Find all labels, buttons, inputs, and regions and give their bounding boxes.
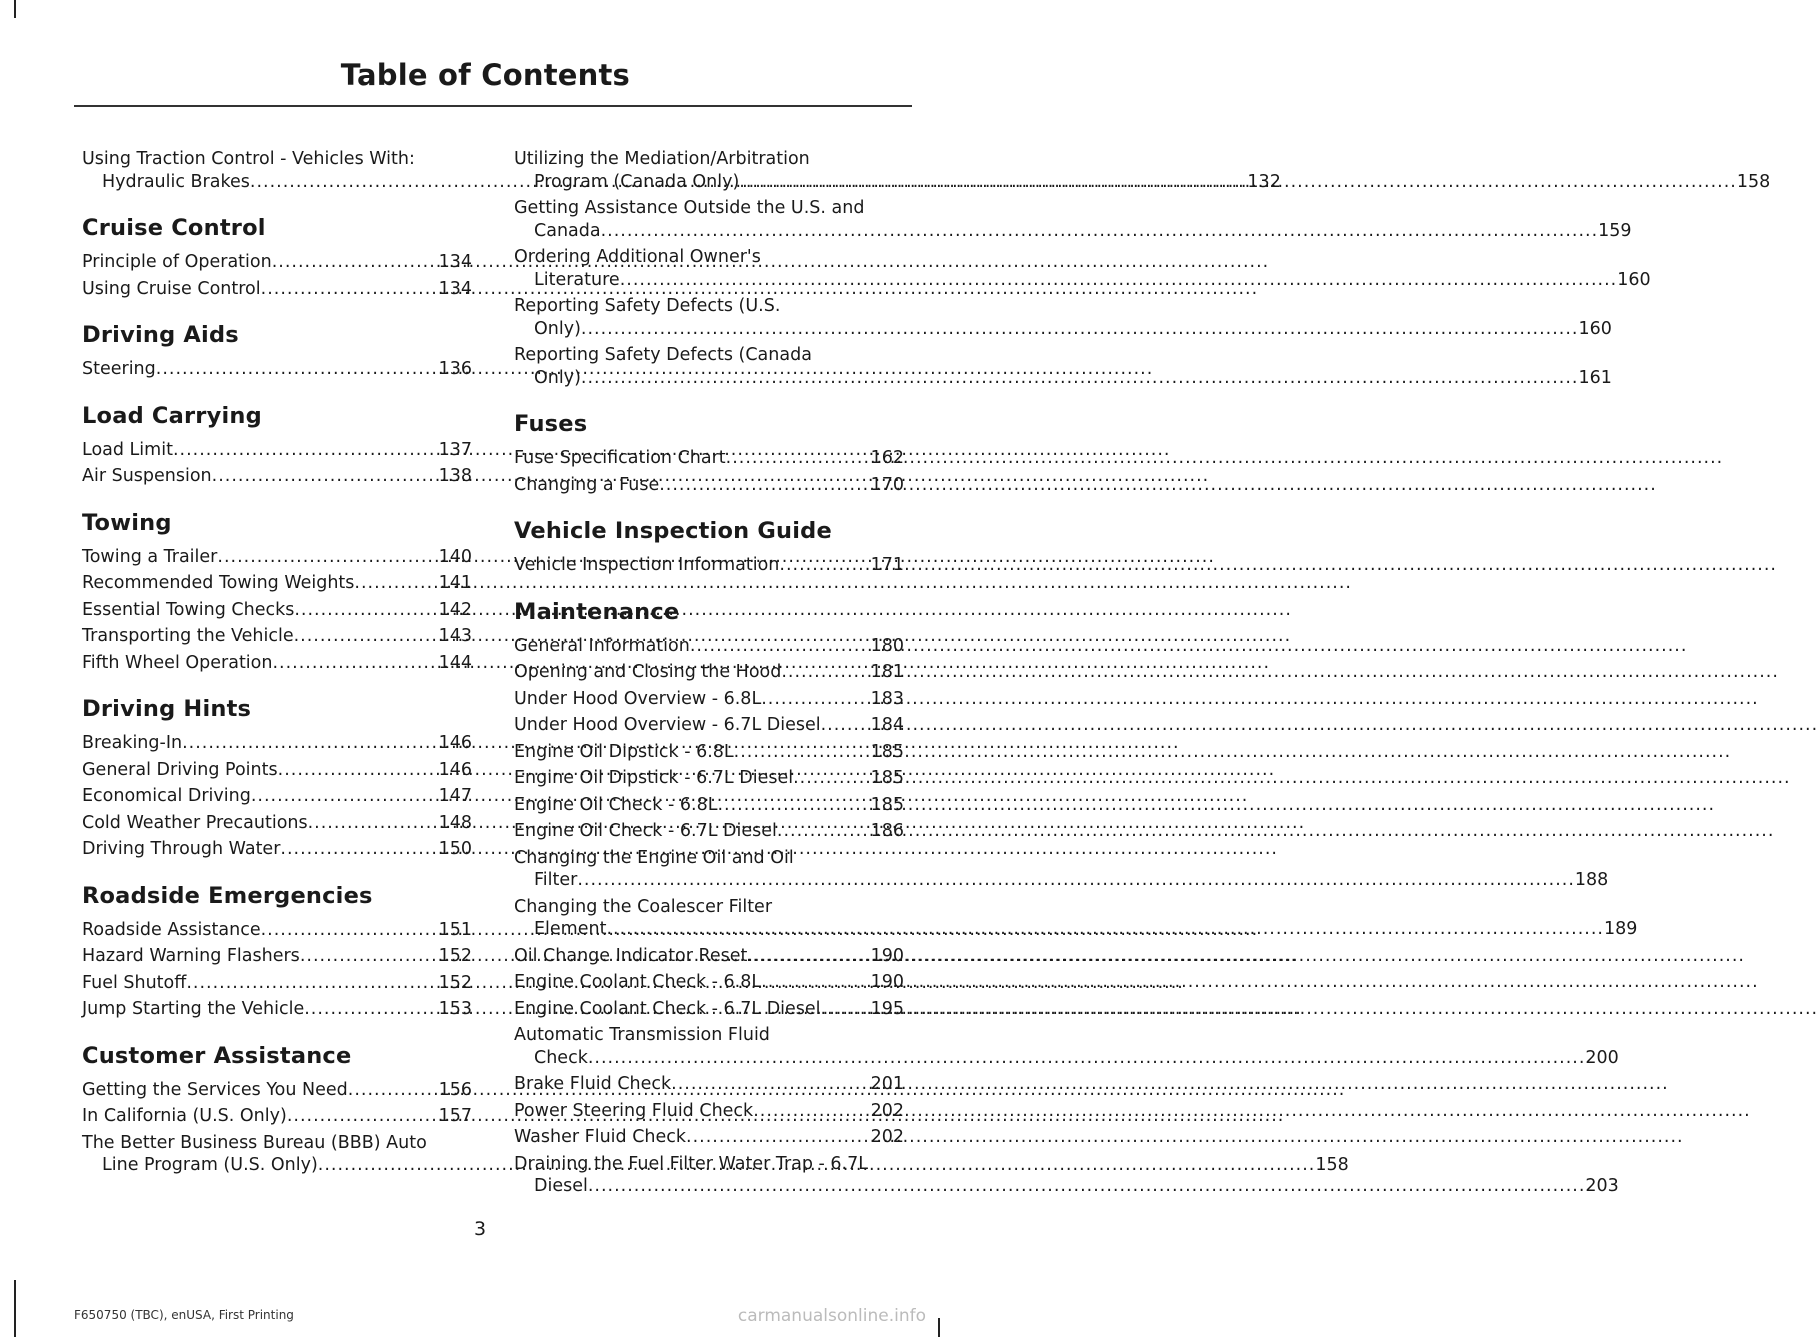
dot-leader	[272, 652, 438, 675]
crop-mark-top-left	[14, 0, 16, 18]
toc-entry[interactable]	[82, 1079, 472, 1102]
toc-entry[interactable]	[514, 447, 904, 470]
toc-entry-page: 170	[870, 474, 904, 495]
toc-entry-page: 181	[870, 662, 904, 682]
toc-entry-page: 146	[438, 733, 472, 753]
dot-leader	[577, 870, 1575, 890]
dot-leader	[726, 447, 871, 470]
dot-leader	[300, 945, 439, 968]
toc-entry[interactable]	[82, 759, 472, 782]
dot-leader	[354, 572, 438, 595]
toc-entry-title: Washer Fluid Check	[514, 1127, 687, 1147]
toc-entry-title: Engine Oil Dipstick - 6.8L	[514, 741, 734, 762]
dot-leader	[588, 1176, 1586, 1196]
toc-entry-title: In California (U.S. Only)	[82, 1106, 287, 1126]
dot-leader	[821, 714, 871, 737]
toc-entry[interactable]	[82, 972, 472, 995]
toc-entry-page: 162	[870, 448, 904, 468]
dot-leader	[761, 971, 870, 994]
toc-entry-page: 141	[438, 573, 472, 593]
toc-entry-page: 152	[438, 946, 472, 966]
crop-mark-bottom-right	[938, 1318, 940, 1337]
toc-entry-page: 159	[1598, 220, 1632, 241]
dot-leader	[280, 838, 438, 861]
dot-leader	[761, 688, 870, 711]
dot-leader	[182, 732, 439, 755]
toc-entry[interactable]	[514, 295, 1612, 340]
toc-entry-page: 183	[870, 688, 904, 709]
toc-entry-title: Ordering Additional Owner's	[514, 247, 761, 267]
toc-entry[interactable]	[82, 812, 472, 835]
toc-entry-title: Check	[534, 1047, 588, 1068]
toc-entry-title: Engine Oil Dipstick - 6.7L Diesel	[514, 768, 794, 788]
toc-entry-page: 142	[438, 599, 472, 620]
toc-entry[interactable]	[82, 572, 472, 595]
toc-entry-page: 184	[870, 715, 904, 735]
toc-entry-title: Program (Canada Only)	[534, 171, 740, 192]
toc-entry-page: 190	[870, 945, 904, 966]
toc-entry-page: 171	[870, 555, 904, 575]
toc-entry-page: 160	[1617, 269, 1651, 290]
toc-entry-title: Diesel	[534, 1176, 588, 1196]
toc-entry[interactable]	[514, 1126, 904, 1149]
watermark: carmanualsonline.info	[737, 1306, 926, 1326]
toc-entry-title: Economical Driving	[82, 786, 251, 806]
toc-entry-title: Air Suspension	[82, 466, 212, 486]
toc-entry-title: Engine Oil Check - 6.8L	[514, 794, 718, 815]
toc-entry-page: 153	[438, 999, 472, 1019]
dot-leader	[777, 820, 871, 843]
toc-entry-page: 158	[1315, 1155, 1349, 1175]
dot-leader	[620, 270, 1618, 290]
toc-entry-page: 158	[1736, 171, 1771, 192]
toc-entry[interactable]	[82, 838, 472, 861]
dot-leader	[793, 767, 871, 790]
toc-entry-title: Hydraulic Brakes	[102, 171, 250, 192]
toc-entry-title: Only)	[534, 367, 581, 388]
toc-entry-page: 185	[870, 741, 904, 762]
toc-entry[interactable]	[514, 197, 1632, 242]
dot-leader	[671, 1073, 870, 1096]
toc-entry-title: Recommended Towing Weights	[82, 573, 355, 593]
toc-entry[interactable]	[514, 554, 904, 577]
dot-leader	[739, 172, 1737, 192]
dot-leader	[734, 741, 871, 764]
toc-entry-page: 151	[438, 919, 472, 940]
toc-entry-title: Reporting Safety Defects (U.S.	[514, 296, 781, 316]
section-heading: Maintenance	[514, 598, 680, 625]
toc-entry-title: Changing the Engine Oil and Oil	[514, 847, 794, 868]
toc-entry-title: Fuel Shutoff	[82, 972, 187, 993]
page-number: 3	[473, 1218, 487, 1240]
toc-entry-title: Vehicle Inspection Information	[514, 555, 780, 575]
toc-entry[interactable]	[514, 741, 904, 764]
toc-entry[interactable]	[82, 732, 472, 755]
toc-entry[interactable]	[82, 358, 472, 381]
toc-entry[interactable]	[82, 945, 472, 968]
toc-entry-title: Only)	[534, 318, 581, 339]
toc-entry-title: Driving Through Water	[82, 839, 281, 859]
toc-entry-title: Reporting Safety Defects (Canada	[514, 345, 812, 365]
dot-leader	[304, 998, 438, 1021]
toc-entry[interactable]	[82, 251, 472, 274]
toc-entry-page: 186	[870, 821, 904, 841]
toc-entry[interactable]	[514, 820, 904, 843]
toc-entry-title: General Information	[514, 635, 690, 656]
toc-entry-title: Jump Starting the Vehicle	[82, 999, 305, 1019]
dot-leader	[690, 635, 871, 658]
toc-entry-title: Fuse Specification Chart	[514, 448, 726, 468]
dot-leader	[212, 465, 439, 488]
toc-entry[interactable]	[514, 767, 904, 790]
footer-print-info: F650750 (TBC), enUSA, First Printing	[74, 1308, 294, 1322]
toc-entry-page: 190	[870, 972, 904, 992]
toc-entry-page: 146	[438, 759, 472, 780]
toc-entry-title: Fifth Wheel Operation	[82, 652, 273, 673]
toc-entry[interactable]	[514, 1100, 904, 1123]
dot-leader	[261, 278, 439, 301]
dot-leader	[217, 546, 438, 569]
toc-entry-page: 185	[870, 794, 904, 815]
toc-entry-title: The Better Business Bureau (BBB) Auto	[82, 1132, 427, 1153]
toc-entry-page: 180	[870, 635, 904, 656]
toc-entry[interactable]	[514, 474, 904, 497]
toc-entry-title: Steering	[82, 359, 156, 379]
toc-entry-page: 143	[438, 626, 472, 646]
toc-entry-page: 140	[438, 546, 472, 567]
section-heading: Customer Assistance	[82, 1042, 352, 1069]
dot-leader	[348, 1079, 439, 1102]
toc-entry-title: Using Cruise Control	[82, 278, 261, 299]
toc-entry-page: 202	[870, 1100, 904, 1121]
dot-leader	[272, 251, 439, 274]
toc-entry-title: Transporting the Vehicle	[82, 626, 294, 646]
toc-entry[interactable]	[514, 847, 1609, 892]
toc-entry[interactable]	[82, 1105, 472, 1128]
dot-leader	[753, 1100, 870, 1123]
toc-entry-title: Engine Coolant Check - 6.8L	[514, 972, 762, 992]
toc-entry[interactable]	[82, 465, 472, 488]
section-heading: Driving Hints	[82, 696, 252, 722]
toc-entry-title: Element	[534, 919, 607, 939]
toc-entry-title: General Driving Points	[82, 759, 278, 780]
toc-entry[interactable]	[514, 1024, 1619, 1069]
toc-entry-title: Changing the Coalescer Filter	[514, 896, 773, 917]
toc-entry[interactable]	[82, 998, 472, 1021]
toc-entry-title: Brake Fluid Check	[514, 1074, 672, 1094]
toc-entry[interactable]	[82, 625, 472, 648]
section-heading: Cruise Control	[82, 215, 266, 241]
toc-entry-title: Using Traction Control - Vehicles With:	[82, 149, 415, 169]
toc-entry-page: 185	[870, 768, 904, 788]
toc-entry[interactable]	[514, 896, 1638, 941]
dot-leader	[294, 625, 439, 648]
toc-entry-title: Draining the Fuel Filter Water Trap - 6.7L	[514, 1153, 869, 1174]
page-title: Table of Contents	[340, 58, 630, 92]
toc-entry-page: 148	[438, 812, 472, 833]
toc-entry[interactable]	[82, 652, 472, 675]
toc-entry[interactable]	[514, 661, 904, 684]
toc-entry[interactable]	[514, 971, 904, 994]
dot-leader	[588, 1048, 1586, 1068]
section-heading: Fuses	[514, 411, 588, 437]
section-heading: Load Carrying	[82, 402, 262, 429]
toc-entry-title: Load Limit	[82, 439, 173, 460]
dot-leader	[287, 1105, 439, 1128]
toc-entry-title: Oil Change Indicator Reset	[514, 945, 748, 966]
toc-entry-title: Essential Towing Checks	[82, 599, 295, 620]
toc-entry-title: Roadside Assistance	[82, 919, 261, 940]
dot-leader	[308, 812, 439, 835]
toc-entry-page: 203	[1585, 1176, 1619, 1196]
toc-entry-page: 134	[438, 278, 472, 299]
toc-entry-title: Canada	[534, 220, 601, 241]
toc-entry[interactable]	[514, 246, 1651, 291]
toc-entry-page: 195	[870, 998, 904, 1019]
toc-entry-page: 138	[438, 466, 472, 486]
toc-entry-title: Opening and Closing the Hood	[514, 662, 782, 682]
dot-leader	[821, 998, 871, 1021]
toc-entry[interactable]	[82, 546, 472, 569]
dot-leader	[278, 759, 439, 782]
toc-entry-page: 188	[1574, 870, 1609, 890]
toc-entry-title: Breaking-In	[82, 733, 183, 753]
dot-leader	[294, 599, 438, 622]
toc-entry-title: Power Steering Fluid Check	[514, 1100, 754, 1121]
toc-entry[interactable]	[82, 785, 472, 808]
toc-entry-title: Towing a Trailer	[82, 546, 218, 567]
toc-entry-title: Under Hood Overview - 6.7L Diesel	[514, 715, 821, 735]
toc-entry-title: Principle of Operation	[82, 252, 272, 272]
toc-entry-title: Hazard Warning Flashers	[82, 946, 300, 966]
dot-leader	[686, 1126, 871, 1149]
toc-entry[interactable]	[514, 945, 904, 968]
dot-leader	[717, 794, 870, 817]
toc-entry-page: 150	[438, 839, 472, 859]
dot-leader	[781, 661, 870, 684]
crop-mark-bottom-left	[14, 1280, 16, 1337]
section-heading: Vehicle Inspection Guide	[514, 518, 832, 544]
toc-entry-page: 160	[1578, 318, 1612, 339]
dot-leader	[779, 554, 870, 577]
toc-entry-page: 132	[1247, 171, 1281, 192]
toc-entry-page: 202	[870, 1127, 904, 1147]
toc-entry-page: 157	[438, 1106, 472, 1126]
dot-leader	[601, 221, 1599, 241]
section-heading: Roadside Emergencies	[82, 882, 373, 909]
toc-entry-page: 189	[1604, 919, 1638, 939]
toc-entry-page: 201	[870, 1074, 904, 1094]
section-heading: Driving Aids	[82, 322, 239, 348]
toc-entry[interactable]	[82, 439, 472, 462]
toc-entry-title: Automatic Transmission Fluid	[514, 1025, 770, 1045]
toc-entry-page: 161	[1578, 367, 1612, 388]
toc-entry-title: Getting the Services You Need	[82, 1079, 348, 1100]
toc-entry[interactable]	[514, 344, 1612, 389]
toc-entry-page: 200	[1585, 1047, 1619, 1068]
dot-leader	[581, 368, 1579, 388]
toc-entry[interactable]	[514, 794, 904, 817]
dot-leader	[659, 474, 870, 497]
toc-entry-title: Literature	[534, 269, 620, 290]
toc-entry[interactable]	[82, 278, 472, 301]
toc-entry[interactable]	[514, 714, 904, 737]
toc-entry-title: Getting Assistance Outside the U.S. and	[514, 198, 865, 218]
section-heading: Towing	[82, 509, 172, 536]
toc-entry-page: 134	[438, 252, 472, 272]
toc-entry-title: Filter	[534, 870, 578, 890]
toc-entry-title: Line Program (U.S. Only)	[102, 1155, 318, 1175]
toc-entry-page: 156	[438, 1079, 472, 1100]
dot-leader	[747, 945, 870, 968]
toc-entry[interactable]	[514, 635, 904, 658]
dot-leader	[251, 785, 439, 808]
toc-entry[interactable]	[514, 1073, 904, 1096]
toc-entry-page: 144	[438, 652, 472, 673]
toc-entry-page: 137	[438, 439, 472, 460]
dot-leader	[261, 919, 439, 942]
toc-entry-title: Utilizing the Mediation/Arbitration	[514, 149, 810, 169]
header-rule	[74, 105, 912, 107]
toc-entry[interactable]	[82, 919, 472, 942]
toc-entry[interactable]	[514, 998, 904, 1021]
toc-entry-page: 152	[438, 972, 472, 993]
toc-entry-page: 136	[438, 359, 472, 379]
toc-entry-title: Engine Oil Check - 6.7L Diesel	[514, 821, 777, 841]
toc-entry-page: 147	[438, 786, 472, 806]
toc-entry[interactable]	[514, 688, 904, 711]
toc-entry-title: Cold Weather Precautions	[82, 812, 308, 833]
toc-entry-title: Engine Coolant Check - 6.7L Diesel	[514, 998, 821, 1019]
dot-leader	[186, 972, 438, 995]
toc-entry-title: Under Hood Overview - 6.8L	[514, 688, 762, 709]
dot-leader	[156, 358, 439, 381]
dot-leader	[606, 919, 1604, 939]
toc-entry[interactable]	[82, 599, 472, 622]
dot-leader	[173, 439, 439, 462]
dot-leader	[581, 319, 1579, 339]
toc-entry-title: Changing a Fuse	[514, 474, 660, 495]
